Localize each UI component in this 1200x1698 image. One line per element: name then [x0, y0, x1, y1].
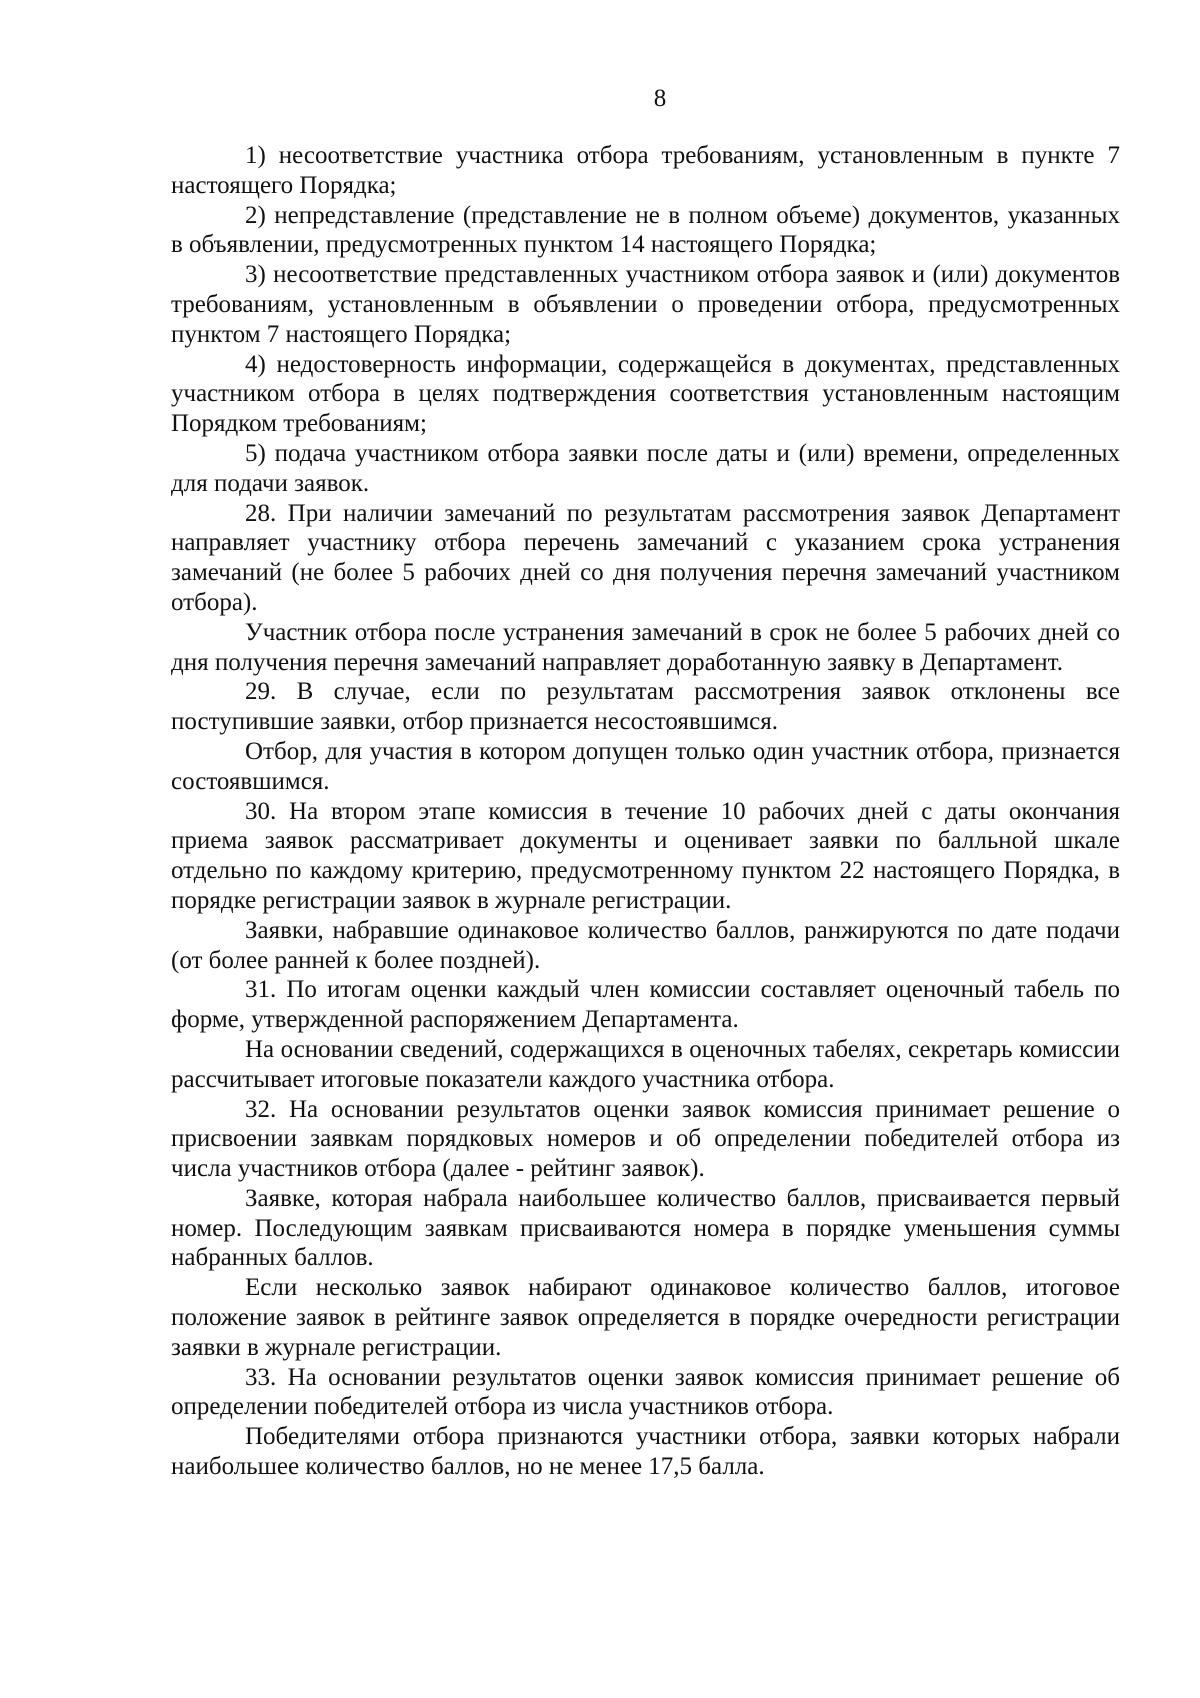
paragraph: 32. На основании результатов оценки заявок комиссия принимает решение о присвоении заявкам порядковых номеров и об определении победителей отбора из числа участников отбора (далее - рейтинг заявок). [171, 1095, 1120, 1183]
paragraph: 28. При наличии замечаний по результатам рассмотрения заявок Департамент направляет участнику отбора перечень замечаний с указанием срока устранения замечаний (не более 5 рабочих дней со дня получения перечня замечаний участником отбора). [171, 499, 1120, 616]
document-body [171, 141, 1120, 1482]
paragraph: 3) несоответствие представленных участником отбора заявок и (или) документов требованиям, установленным в объявлении о проведении отбора, предусмотренных пунктом 7 настоящего Порядка; [171, 261, 1120, 348]
paragraph: На основании сведений, содержащихся в оценочных табелях, секретарь комиссии рассчитывает итоговые показатели каждого участника отбора. [171, 1035, 1120, 1093]
paragraph: 30. На втором этапе комиссия в течение 10 рабочих дней с даты окончания приема заявок рассматривает документы и оценивает заявки по балльной шкале отдельно по каждому критерию, предусмотренному пунктом 22 настоящего Порядка, в порядке регистрации заявок в журнале регистрации. [171, 797, 1120, 914]
paragraph: Отбор, для участия в котором допущен только один участник отбора, признается состоявшимся. [171, 737, 1120, 795]
paragraph: Если несколько заявок набирают одинаковое количество баллов, итоговое положение заявок в рейтинге заявок определяется в порядке очередности регистрации заявки в журнале регистрации. [171, 1274, 1120, 1361]
paragraph: Заявке, которая набрала наибольшее количество баллов, присваивается первый номер. Последующим заявкам присваиваются номера в порядке уменьшения суммы набранных баллов. [171, 1184, 1120, 1272]
paragraph: 31. По итогам оценки каждый член комиссии составляет оценочный табель по форме, утвержденной распоряжением Департамента. [171, 976, 1120, 1034]
page-number: 8 [653, 85, 667, 112]
paragraph: 29. В случае, если по результатам рассмотрения заявок отклонены все поступившие заявки, отбор признается несостоявшимся. [171, 678, 1120, 736]
paragraph: 2) непредставление (представление не в полном объеме) документов, указанных в объявлении, предусмотренных пунктом 14 настоящего Порядка; [171, 201, 1120, 259]
paragraph: Участник отбора после устранения замечаний в срок не более 5 рабочих дней со дня получения перечня замечаний направляет доработанную заявку в Департамент. [171, 618, 1120, 676]
paragraph: 4) недостоверность информации, содержащейся в документах, представленных участником отбора в целях подтверждения соответствия установленным настоящим Порядком требованиям; [171, 350, 1120, 438]
paragraph: Заявки, набравшие одинаковое количество баллов, ранжируются по дате подачи (от более ранней к более поздней). [171, 916, 1120, 974]
paragraph: 33. На основании результатов оценки заявок комиссия принимает решение об определении победителей отбора из числа участников отбора. [171, 1363, 1120, 1421]
paragraph: Победителями отбора признаются участники отбора, заявки которых набрали наибольшее количество баллов, но не менее 17,5 балла. [171, 1423, 1120, 1481]
paragraph: 5) подача участником отбора заявки после даты и (или) времени, определенных для подачи заявок. [171, 439, 1120, 497]
paragraph: 1) несоответствие участника отбора требованиям, установленным в пункте 7 настоящего Порядка; [171, 142, 1120, 199]
